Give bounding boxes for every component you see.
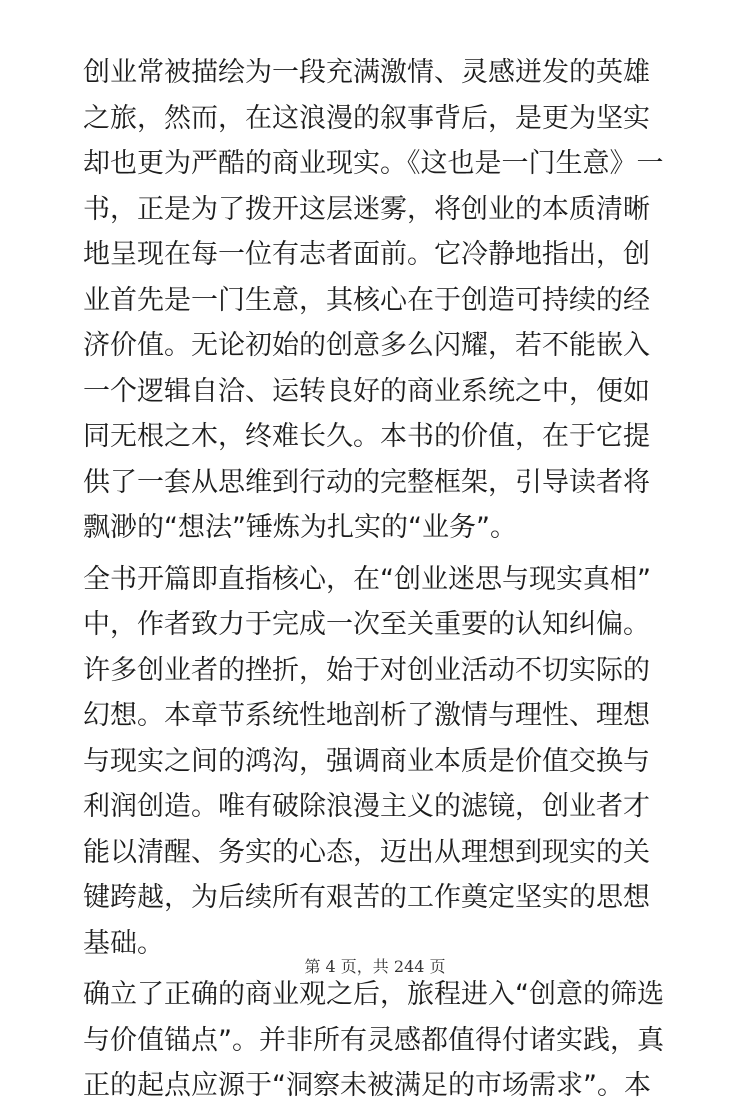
- page-number-footer: 第 4 页，共 244 页: [304, 957, 446, 976]
- paragraph-1: 创业常被描绘为一段充满激情、灵感迸发的英雄之旅，然而，在这浪漫的叙事背后，是更为坚实却也更为严酷的商业现实。《这也是一门生意》一书，正是为了拨开这层迷雾，将创业的本质清晰地呈现在每一位有志者面前。它冷静地指出，创业首先是一门生意，其核心在于创造可持续的经济价值。无论初始的创意多么闪耀，若不能嵌入一个逻辑自洽、运转良好的商业系统之中，便如同无根之木，终难长久。本书的价值，在于它提供了一套从思维到行动的完整框架，引导读者将飘渺的“想法”锤炼为扎实的“业务”。: [83, 57, 664, 543]
- paragraph-2: 全书开篇即直指核心，在“创业迷思与现实真相”中，作者致力于完成一次至关重要的认知纠偏。许多创业者的挫折，始于对创业活动不切实际的幻想。本章节系统性地剖析了激情与理性、理想与现实之间的鸿沟，强调商业本质是价值交换与利润创造。唯有破除浪漫主义的滤镜，创业者才能以清醒、务实的心态，迈出从理想到现实的关键跨越，为后续所有艰苦的工作奠定坚实的思想基础。: [83, 563, 651, 959]
- paragraph-3: 确立了正确的商业观之后，旅程进入“创意的筛选与价值锚点”。并非所有灵感都值得付诸实践，真正的起点应源于“洞察未被满足的市场需求”。本: [83, 979, 664, 1101]
